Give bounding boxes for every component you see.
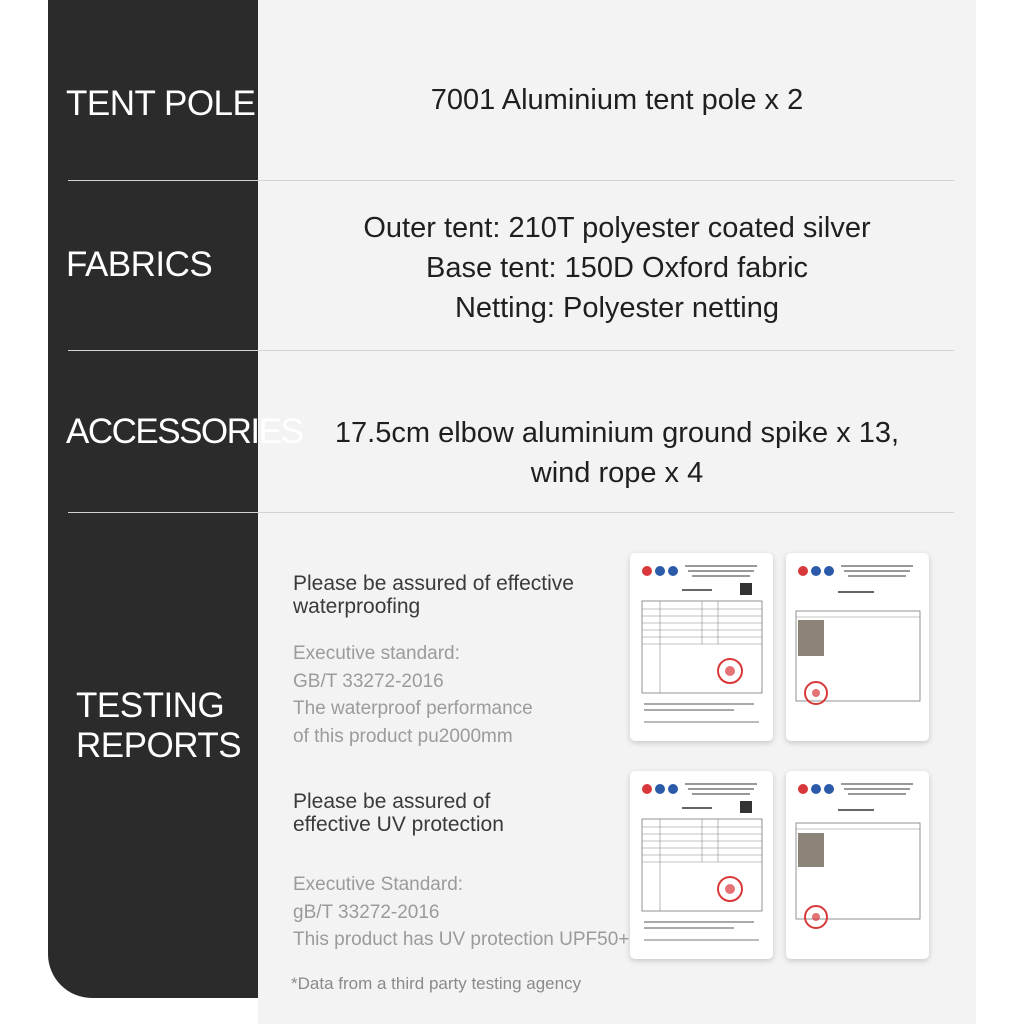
report-photo-page-image xyxy=(786,771,929,959)
waterproof-report-page-1 xyxy=(630,553,773,741)
waterproof-details xyxy=(293,640,533,750)
report-front-image xyxy=(630,553,773,741)
title-line: Please be assured of effective xyxy=(293,572,574,595)
title-line: Please be assured of xyxy=(293,790,491,813)
detail-line: This product has UV protection UPF50+ xyxy=(293,929,630,950)
title-line: waterproofing xyxy=(293,595,421,618)
report-front-image xyxy=(630,771,773,959)
section-label-accessories: ACCESSORIES xyxy=(66,412,303,451)
spec-line: Netting: Polyester netting xyxy=(454,292,779,324)
row-divider xyxy=(68,350,954,351)
detail-line: Executive standard: xyxy=(293,643,460,664)
spec-line: wind rope x 4 xyxy=(530,457,704,489)
label-line: REPORTS xyxy=(76,726,242,765)
detail-line: gB/T 33272-2016 xyxy=(293,901,440,923)
fabrics-spec xyxy=(258,208,976,328)
sidebar-panel xyxy=(48,0,258,998)
row-divider xyxy=(68,512,954,513)
report-photo-page-image xyxy=(786,553,929,741)
uv-report-page-2 xyxy=(786,771,929,959)
tent-pole-spec xyxy=(258,80,976,120)
uv-details xyxy=(293,871,629,954)
spec-line: 17.5cm elbow aluminium ground spike x 13, xyxy=(334,417,900,449)
waterproof-report-page-2 xyxy=(786,553,929,741)
section-label-fabrics: FABRICS xyxy=(66,245,213,284)
row-divider xyxy=(68,180,954,181)
detail-line: Executive Standard: xyxy=(293,874,464,895)
uv-title xyxy=(293,790,504,836)
waterproof-title xyxy=(293,572,574,618)
detail-line: The waterproof performance xyxy=(293,698,533,719)
uv-report-page-1 xyxy=(630,771,773,959)
accessories-spec xyxy=(258,413,976,493)
detail-line: GB/T 33272-2016 xyxy=(293,670,444,692)
spec-line: 7001 Aluminium tent pole x 2 xyxy=(430,84,804,116)
section-label-tent-pole: TENT POLE xyxy=(66,84,256,123)
label-line: TESTING xyxy=(76,686,225,725)
detail-line: of this product pu2000mm xyxy=(293,725,513,747)
spec-line: Outer tent: 210T polyester coated silver xyxy=(363,212,871,244)
footnote: *Data from a third party testing agency xyxy=(291,974,582,993)
title-line: effective UV protection xyxy=(293,813,504,836)
section-label-testing-reports xyxy=(76,686,241,766)
spec-line: Base tent: 150D Oxford fabric xyxy=(425,252,809,284)
